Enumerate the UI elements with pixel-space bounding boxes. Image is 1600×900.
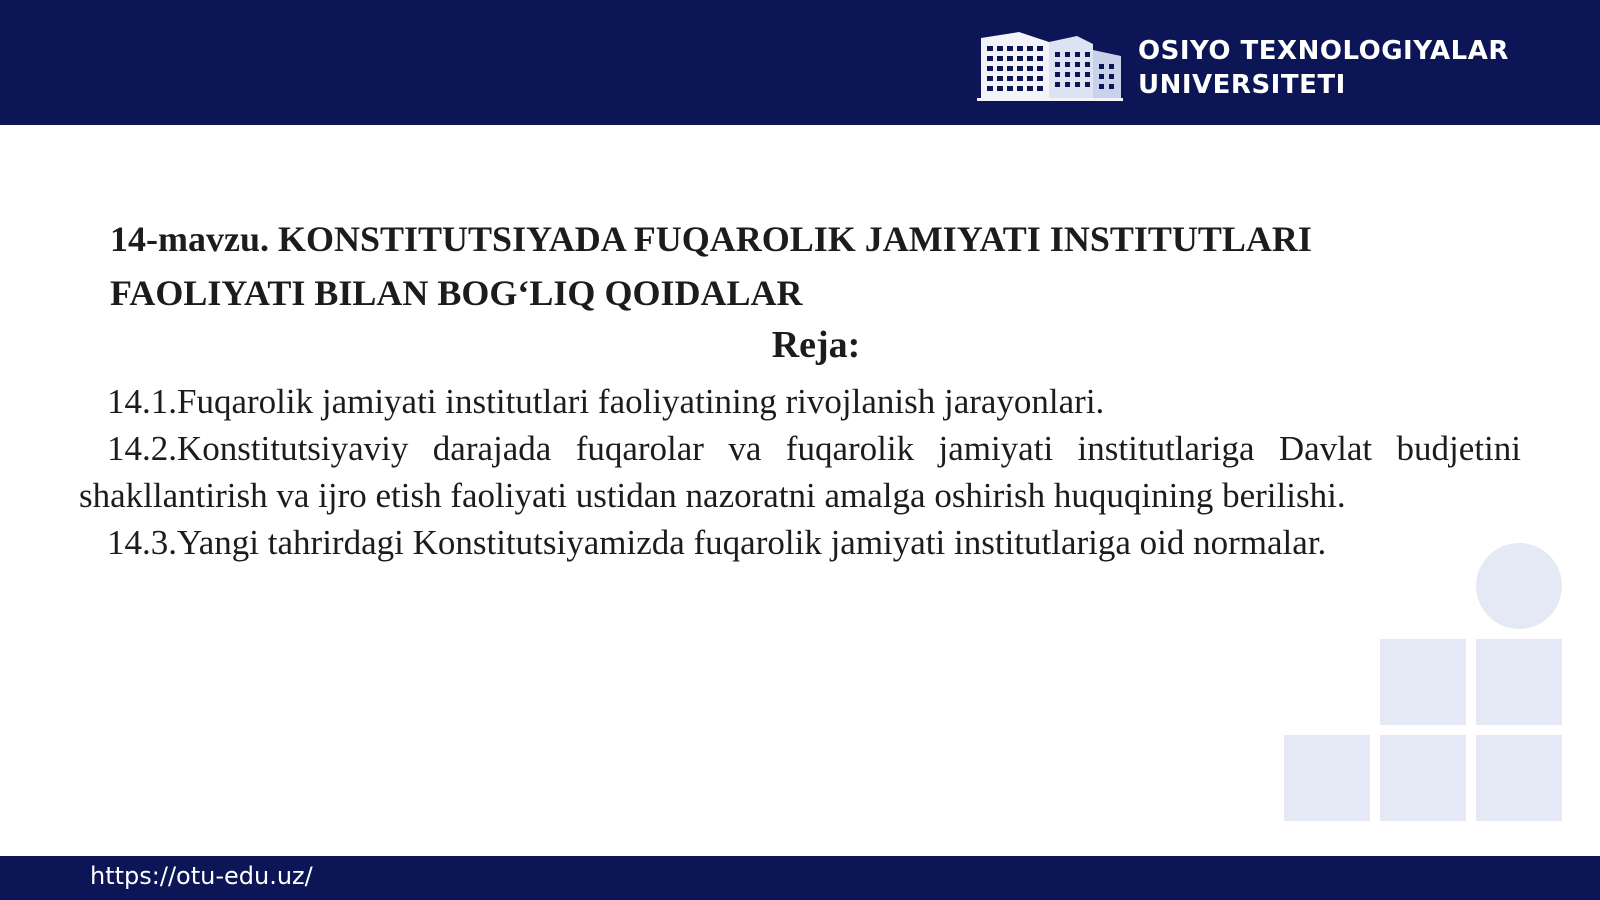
decorative-squares-watermark <box>1284 543 1574 823</box>
university-name-line1: OSIYO TEXNOLOGIYALAR <box>1138 36 1509 66</box>
university-name <box>1138 34 1509 102</box>
website-link[interactable]: https://otu-edu.uz/ <box>90 862 313 890</box>
topic-title-line1: 14-mavzu. KONSTITUTSIYADA FUQAROLIK JAMIYATI INSTITUTLARI <box>110 219 1312 259</box>
university-building-icon <box>975 28 1123 102</box>
plan-list <box>79 378 1521 566</box>
topic-title <box>110 212 1530 320</box>
plan-heading: Reja: <box>771 324 861 366</box>
topic-title-line2: FAOLIYATI BILAN BOG‘LIQ QOIDALAR <box>110 273 803 313</box>
plan-item-14-2: 14.2.Konstitutsiyaviy darajada fuqarolar va fuqarolik jamiyati institutlariga Davlat budjetini shakllantirish va ijro etish faoliyati ustidan nazoratni amalga oshirish huquqining berilishi. <box>79 429 1521 515</box>
plan-item-14-1: 14.1.Fuqarolik jamiyati institutlari faoliyatining rivojlanish jarayonlari. <box>107 382 1105 421</box>
university-name-line2: UNIVERSITETI <box>1138 70 1346 100</box>
plan-item-14-3: 14.3.Yangi tahrirdagi Konstitutsiyamizda fuqarolik jamiyati institutlariga oid normalar. <box>107 523 1327 562</box>
